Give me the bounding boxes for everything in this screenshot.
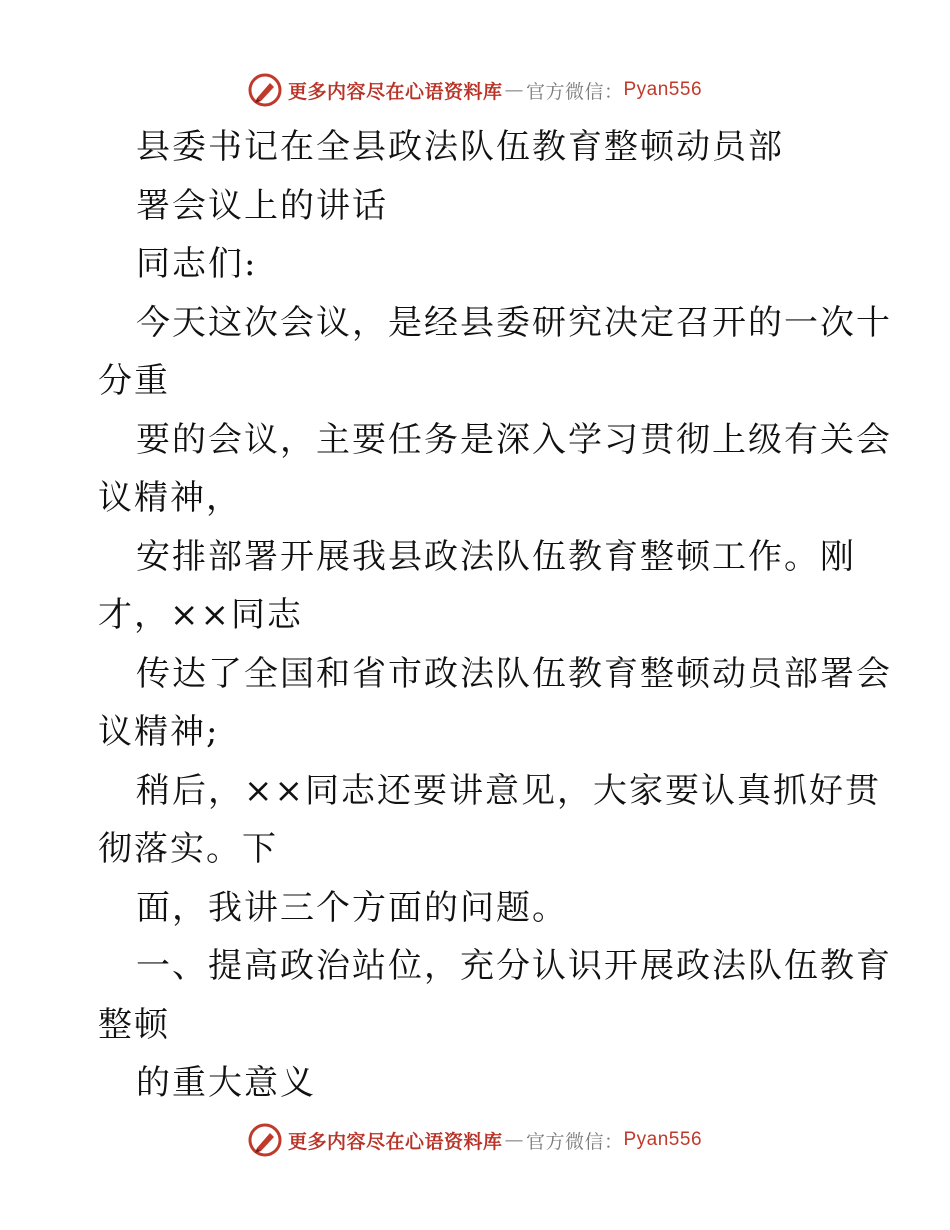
watermark-brand: 更多内容尽在心语资料库 [287,80,503,103]
text-line: 面，我讲三个方面的问题。 [136,887,568,928]
text-line: 同志们: [136,244,258,284]
text-line: 分重 [98,361,170,401]
pen-logo-icon [248,73,282,107]
document-body [98,118,892,1113]
watermark-brand: 更多内容尽在心语资料库 [287,1130,503,1153]
text-line: 今天这次会议，是经县委研究决定召开的一次十 [136,302,892,343]
watermark-official: 官方微信： [525,1130,624,1153]
text-line: 县委书记在全县政法队伍教育整顿动员部 [136,127,784,167]
text-line: 的重大意义 [136,1063,316,1103]
text-line: 要的会议，主要任务是深入学习贯彻上级有关会 [136,419,892,460]
pen-logo-icon [248,1123,282,1157]
watermark-dash: — [504,1129,524,1151]
text-line: 议精神; [98,712,220,752]
watermark-official: 官方微信： [525,80,624,103]
watermark-id: Pyan556 [623,79,703,100]
footer-watermark [0,1120,950,1160]
text-line: 彻落实。下 [98,829,278,869]
text-line: 整顿 [98,1004,170,1045]
watermark-id: Pyan556 [623,1129,703,1150]
text-line: 才，××同志 [98,595,303,635]
watermark-dash: — [504,79,524,101]
text-line: 传达了全国和省市政法队伍教育整顿动员部署会 [136,653,892,694]
text-line: 议精神， [98,478,242,518]
text-line: 署会议上的讲话 [136,185,388,226]
text-line: 安排部署开展我县政法队伍教育整顿工作。刚 [136,536,856,577]
header-watermark [0,70,950,110]
text-line: 稍后，××同志还要讲意见，大家要认真抓好贯 [136,770,881,811]
text-line: 一、提高政治站位，充分认识开展政法队伍教育 [136,946,892,986]
